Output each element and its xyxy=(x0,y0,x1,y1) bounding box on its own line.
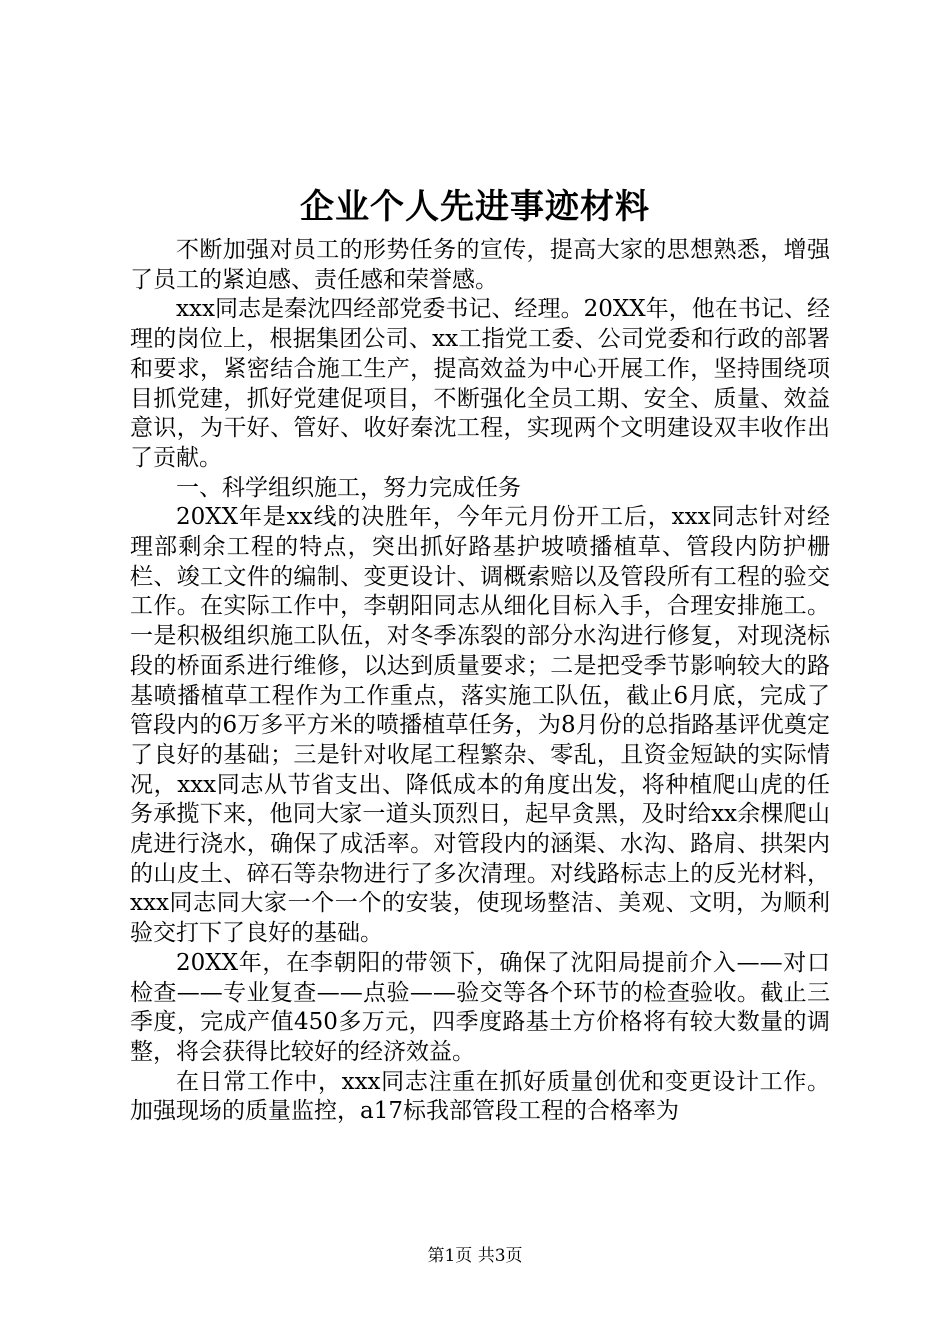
paragraph-profile: xxx同志是秦沈四经部党委书记、经理。20XX年，他在书记、经理的岗位上，根据集团公司、xx工指党工委、公司党委和行政的部署和要求，紧密结合施工生产，提高效益为中心开展工作，坚持围绕项目抓党建，抓好党建促项目，不断强化全员工期、安全、质量、效益意识，为干好、管好、收好秦沈工程，实现两个文明建设双丰收作出了贡献。 xyxy=(130,296,830,471)
page-number-footer: 第1页 共3页 xyxy=(427,1246,523,1266)
section-heading-1: 一、科学组织施工，努力完成任务 xyxy=(176,474,521,501)
paragraph-construction: 20XX年是xx线的决胜年，今年元月份开工后，xxx同志针对经理部剩余工程的特点，突出抓好路基护坡喷播植草、管段内防护栅栏、竣工文件的编制、变更设计、调概索赔以及管段所有工程的验交工作。在实际工作中，李朝阳同志从细化目标入手，合理安排施工。一是积极组织施工队伍，对冬季冻裂的部分水沟进行修复，对现浇标段的桥面系进行维修，以达到质量要求；二是把受季节影响较大的路基喷播植草工程作为工作重点，落实施工队伍，截止6月底，完成了管段内的6万多平方米的喷播植草任务，为8月份的总指路基评优奠定了良好的基础；三是针对收尾工程繁杂、零乱，且资金短缺的实际情况，xxx同志从节省支出、降低成本的角度出发，将种植爬山虎的任务承揽下来，他同大家一道头顶烈日，起早贪黑，及时给xx余棵爬山虎进行浇水，确保了成活率。对管段内的涵渠、水沟、路肩、拱架内的山皮土、碎石等杂物进行了多次清理。对线路标志上的反光材料，xxx同志同大家一个一个的安装，使现场整洁、美观、文明，为顺利验交打下了良好的基础。 xyxy=(130,504,830,947)
document-body xyxy=(130,236,830,1127)
paragraph-intro: 不断加强对员工的形势任务的宣传，提高大家的思想熟悉，增强了员工的紧迫感、责任感和荣誉感。 xyxy=(130,237,830,293)
paragraph-quality: 在日常工作中，xxx同志注重在抓好质量创优和变更设计工作。加强现场的质量监控，a17标我部管段工程的合格率为 xyxy=(130,1068,830,1125)
paragraph-inspection: 20XX年，在李朝阳的带领下，确保了沈阳局提前介入——对口检查——专业复查——点验——验交等各个环节的检查验收。截止三季度，完成产值450多万元，四季度路基土方价格将有较大数量的调整，将会获得比较好的经济效益。 xyxy=(130,949,830,1065)
document-title: 企业个人先进事迹材料 xyxy=(300,187,650,227)
